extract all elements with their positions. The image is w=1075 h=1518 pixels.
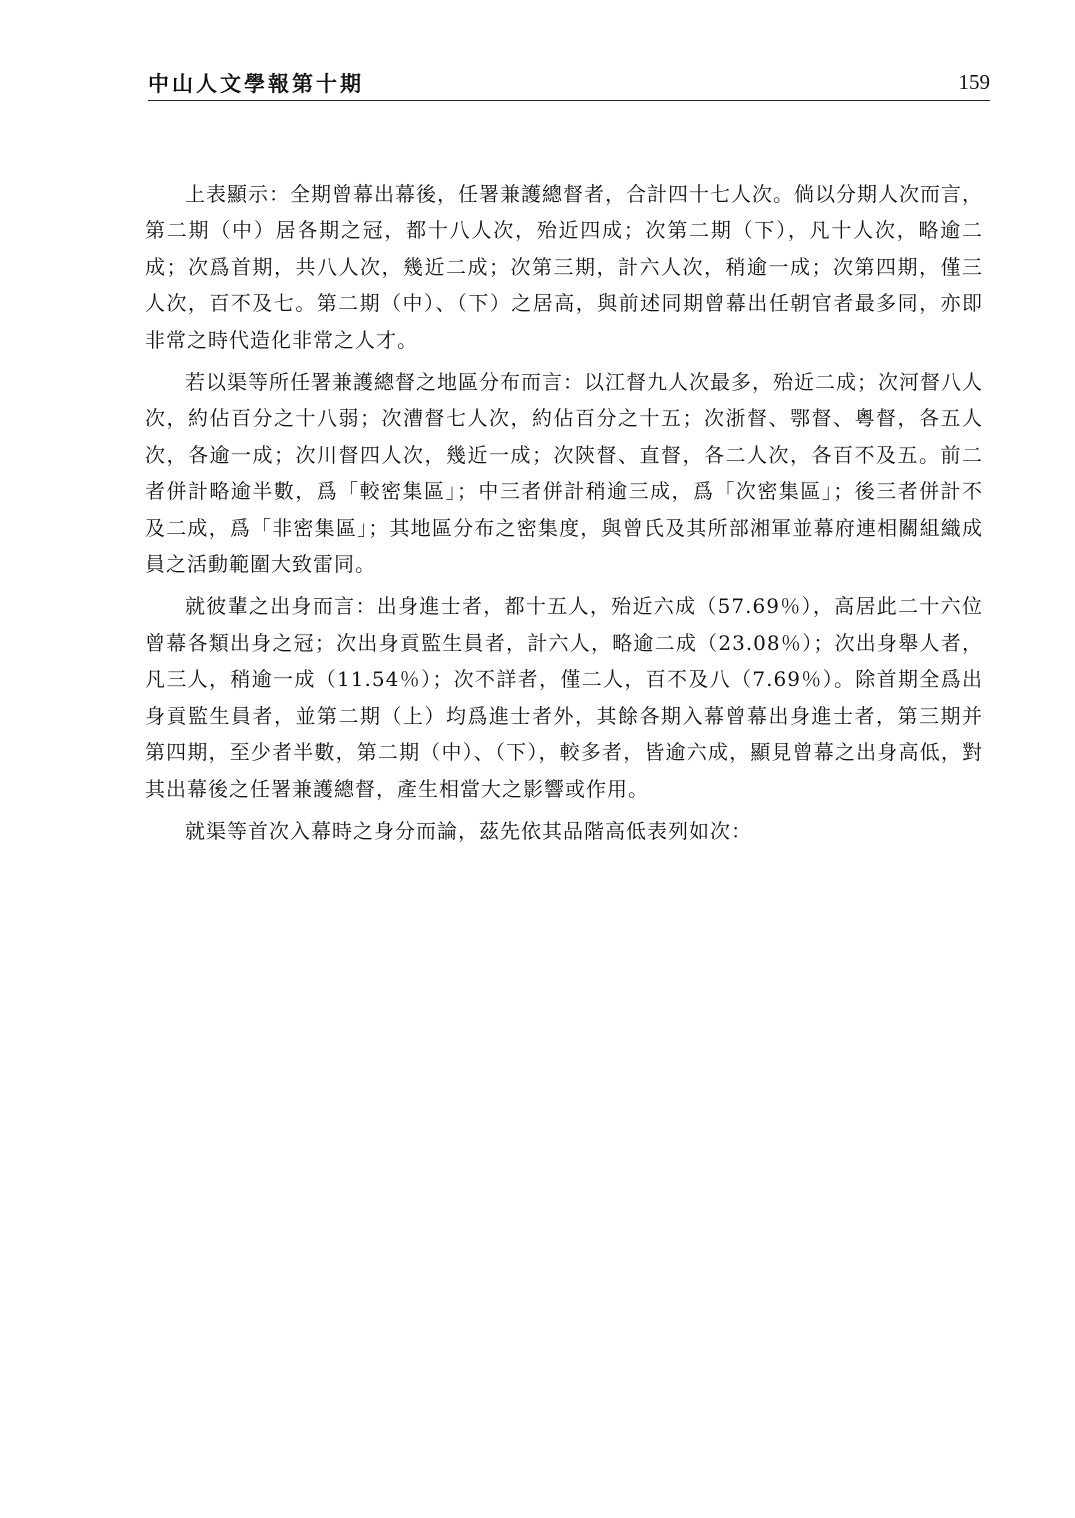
paragraph-regional-distribution: 若以渠等所任署兼護總督之地區分布而言：以江督九人次最多，殆近二成；次河督八人次，約佔百分之十八弱；次漕督七人次，約佔百分之十五；次浙督、鄂督、粵督，各五人次，各逾一成；次川督四人次，幾近一成；次陝督、直督，各二人次，各百不及五。前二者併計略逾半數，爲「較密集區」；中三者併計稍逾三成，爲「次密集區」；後三者併計不及二成，爲「非密集區」；其地區分布之密集度，與曾氏及其所部湘軍並幕府連相關組織成員之活動範圍大致雷同。 (145, 370, 983, 577)
page-number: 159 (958, 70, 990, 94)
body-text (145, 176, 983, 855)
journal-title: 中山人文學報第十期 (148, 72, 364, 96)
paragraph-period-summary: 上表顯示：全期曾幕出幕後，任署兼護總督者，合計四十七人次。倘以分期人次而言，第二期（中）居各期之冠，都十八人次，殆近四成；次第二期（下），凡十人次，略逾二成；次爲首期，共八人次，幾近二成；次第三期，計六人次，稍逾一成；次第四期，僅三人次，百不及七。第二期（中）、（下）之居高，與前述同期曾幕出任朝官者最多同，亦即非常之時代造化非常之人才。 (145, 182, 983, 352)
paragraph-table-intro: 就渠等首次入幕時之身分而論，茲先依其品階高低表列如次： (185, 818, 752, 843)
paragraph-background: 就彼輩之出身而言：出身進士者，都十五人，殆近六成（57.69％），高居此二十六位曾幕各類出身之冠；次出身貢監生員者，計六人，略逾二成（23.08％）；次出身舉人者，凡三人，稍逾一成（11.54％）；次不詳者，僅二人，百不及八（7.69％）。除首期全爲出身貢監生員者，並第二期（上）均爲進士者外，其餘各期入幕曾幕出身進士者，第三期并第四期，至少者半數，第二期（中）、（下），較多者，皆逾六成，顯見曾幕之出身高低，對其出幕後之任署兼護總督，產生相當大之影響或作用。 (145, 594, 983, 801)
running-header (148, 64, 990, 101)
